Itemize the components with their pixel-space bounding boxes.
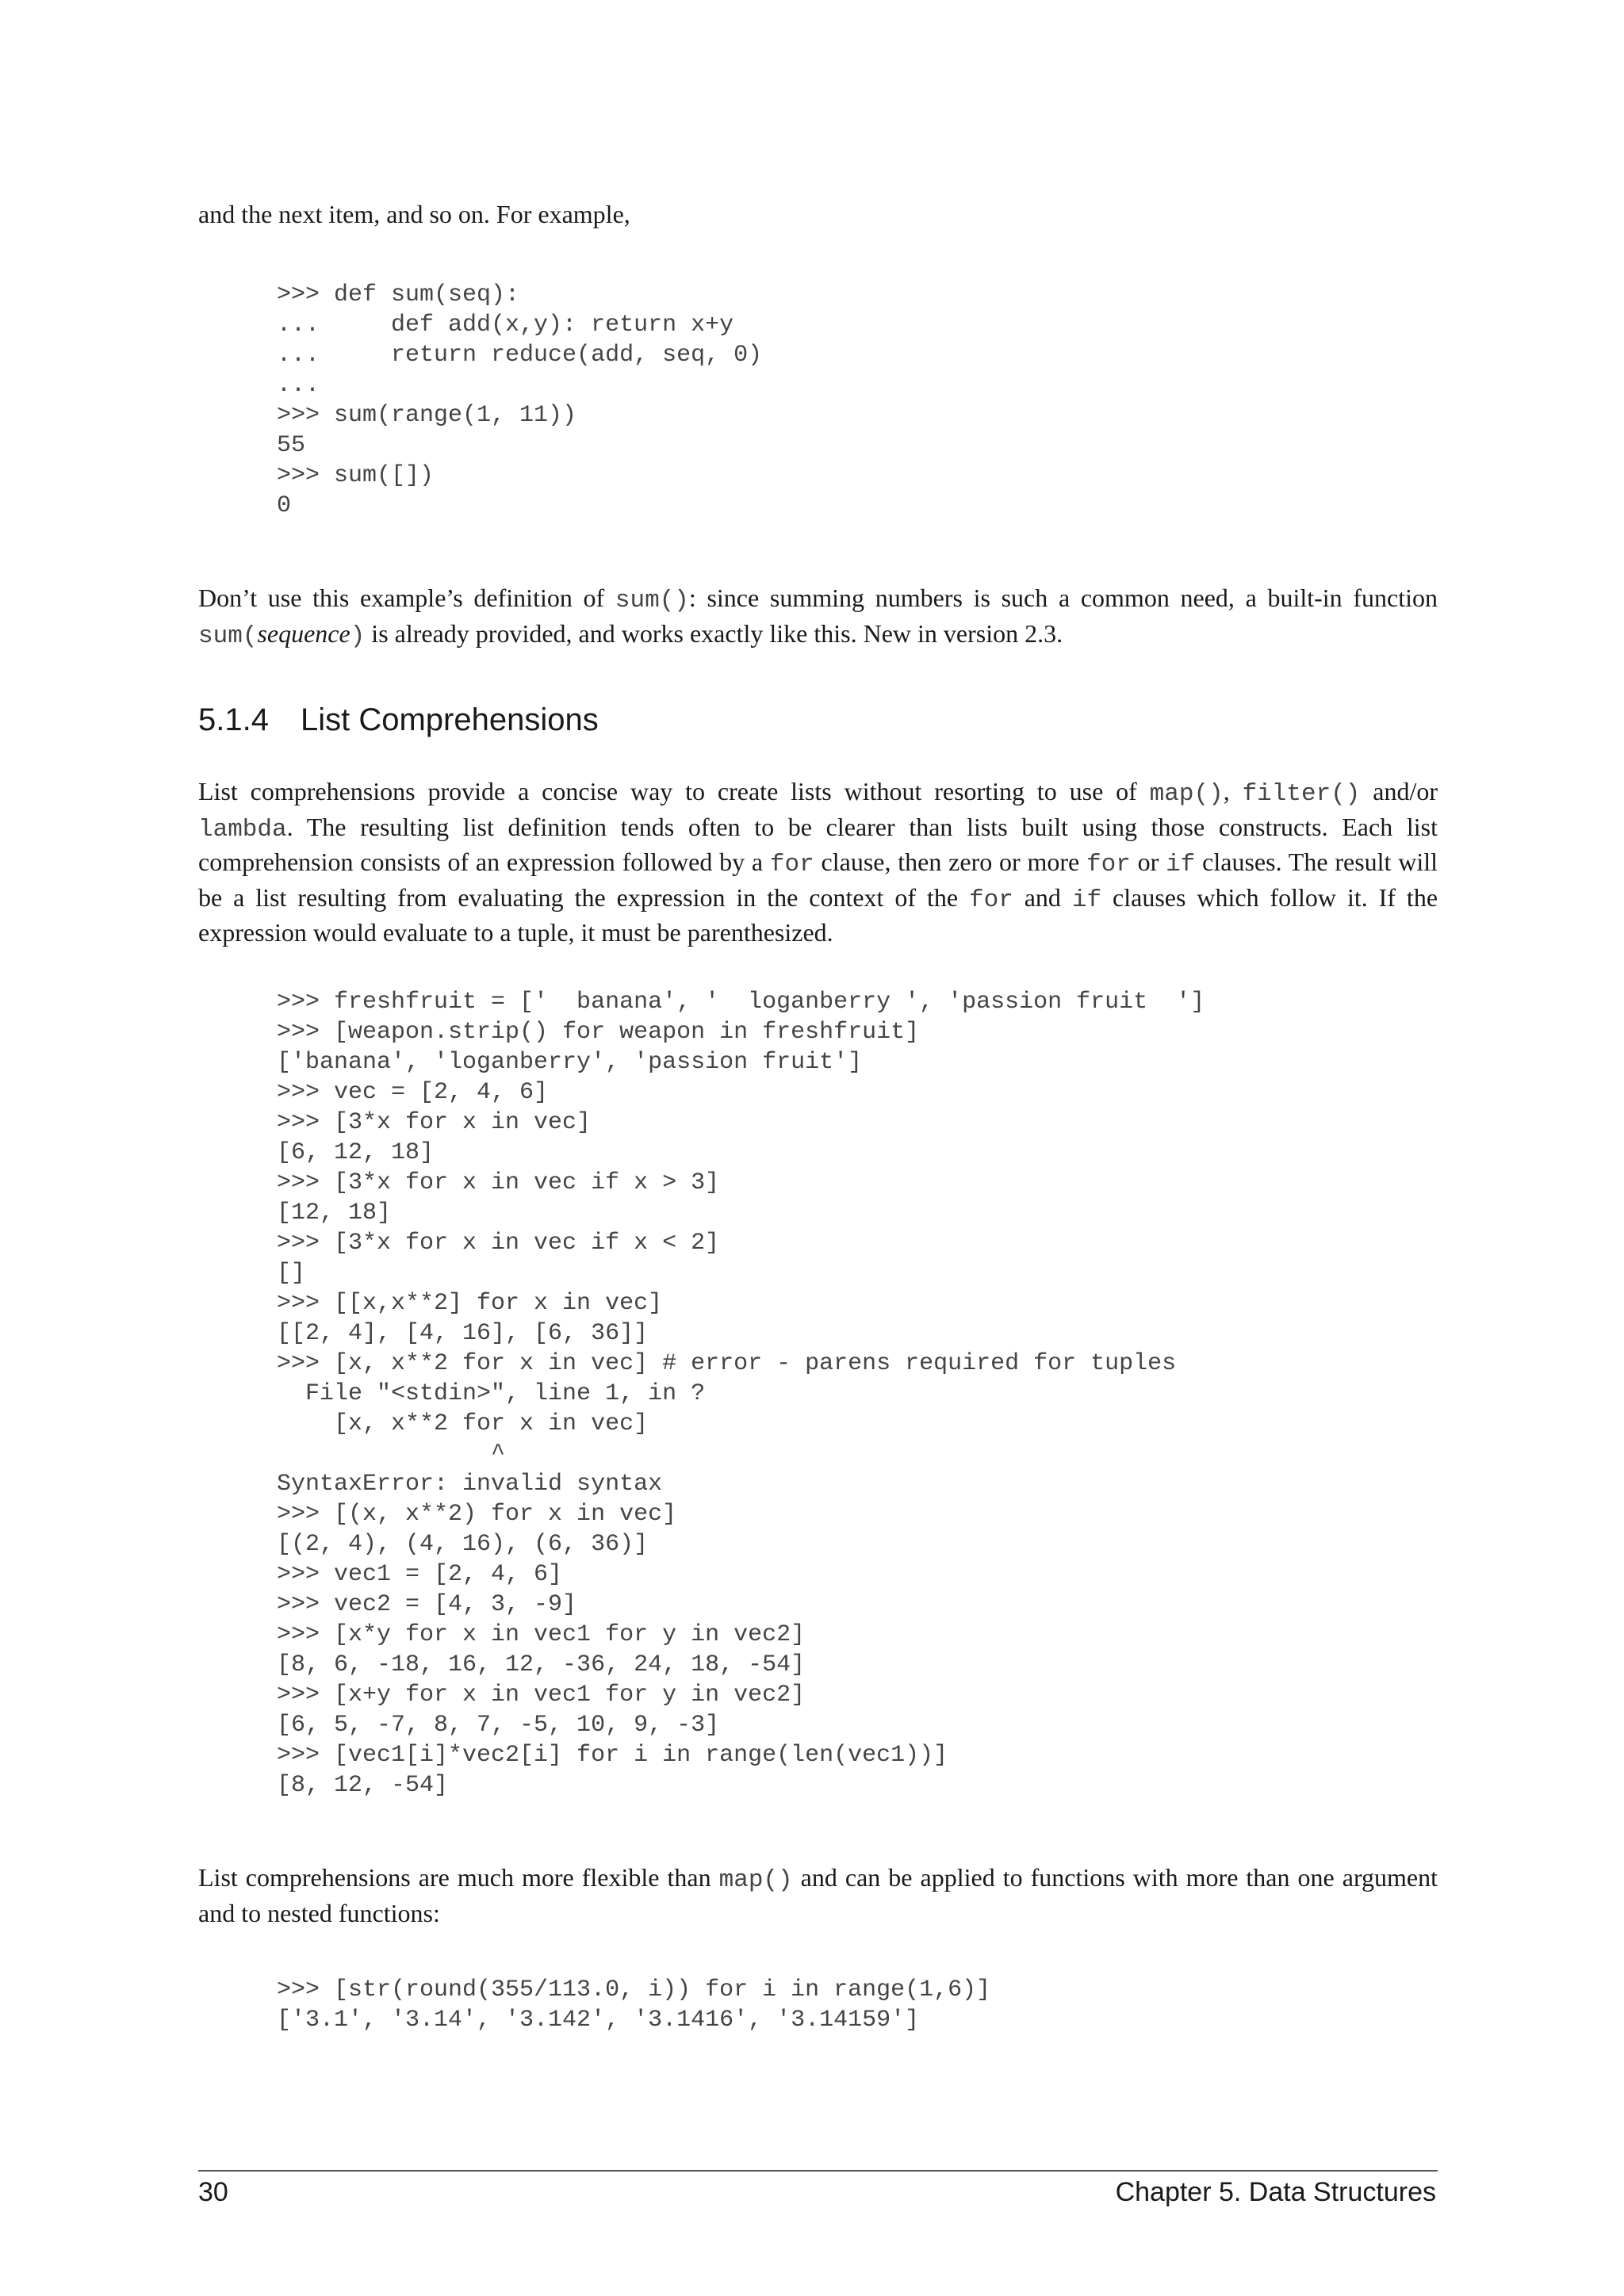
code-block-round: >>> [str(round(355/113.0, i)) for i in range(1,6)] ['3.1', '3.14', '3.142', '3.1416', '3.14159']	[277, 1976, 991, 2034]
code-block-sum: >>> def sum(seq): ... def add(x,y): return x+y ... return reduce(add, seq, 0) ... >>> sum(range(1, 11)) 55 >>> sum([]) 0	[277, 281, 763, 519]
inline-code: for	[769, 851, 814, 878]
inline-code: if	[1071, 886, 1102, 914]
chapter-title: Chapter 5. Data Structures	[1115, 2177, 1436, 2207]
footer-rule	[198, 2170, 1438, 2172]
inline-code: map()	[1149, 780, 1224, 808]
inline-code: if	[1166, 851, 1196, 878]
inline-code: for	[968, 886, 1013, 914]
inline-code: map()	[718, 1866, 793, 1894]
inline-code: filter()	[1242, 780, 1361, 808]
paragraph-intro: and the next item, and so on. For example,	[198, 200, 630, 228]
inline-code: for	[1086, 851, 1131, 878]
code-block-list-comprehensions: >>> freshfruit = [' banana', ' loganberry ', 'passion fruit '] >>> [weapon.strip() for weapon in freshfruit] ['banana', 'loganberry', 'passion fruit'] >>> vec = [2, 4, 6] >>> [3*x for x in vec] [6, 12, 18] >>> [3*x for x in vec if x > 3] [12, 18] >>> [3*x for x in vec if x < 2] [] >>> [[x,x**2] for x in vec] [[2, 4], [4, 16], [6, 36]] >>> [x, x**2 for x in vec] # error - parens required for tuples File "<stdin>", line 1, in ? [x, x**2 for x in vec] ^ SyntaxError: invalid syntax >>> [(x, x**2) for x in vec] [(2, 4), (4, 16), (6, 36)] >>> vec1 = [2, 4, 6] >>> vec2 = [4, 3, -9] >>> [x*y for x in vec1 for y in vec2] [8, 6, -18, 16, 12, -36, 24, 18, -54] >>> [x+y for x in vec1 for y in vec2] [6, 5, -7, 8, 7, -5, 10, 9, -3] >>> [vec1[i]*vec2[i] for i in range(len(vec1))] [8, 12, -54]	[277, 989, 1205, 1799]
page-number: 30	[198, 2177, 228, 2207]
paragraph-flexible: List comprehensions are much more flexible than map() and can be applied to functions with more than one argument and to nested functions:	[198, 1863, 1438, 1927]
inline-code: sum()	[615, 587, 689, 614]
section-heading: 5.1.4 List Comprehensions	[198, 702, 599, 737]
paragraph-list-comprehensions: List comprehensions provide a concise way to create lists without resorting to use of map(), filter() and/or lambda. The resulting list definition tends often to be clearer than lists built using those constructs. Each list comprehension consists of an expression followed by a for clause, then zero or more for or if clauses. The result will be a list resulting from evaluating the expression in the context of the for and if clauses which follow it. If the expression would evaluate to a tuple, it must be parenthesized.	[198, 777, 1438, 947]
paragraph-sum-note: Don’t use this example’s definition of sum(): since summing numbers is such a common need, a built-in function sum(sequence) is already provided, and works exactly like this. New in version 2.3.	[198, 584, 1438, 650]
inline-code: lambda	[198, 815, 287, 844]
inline-code: sum(sequence)	[198, 618, 366, 650]
